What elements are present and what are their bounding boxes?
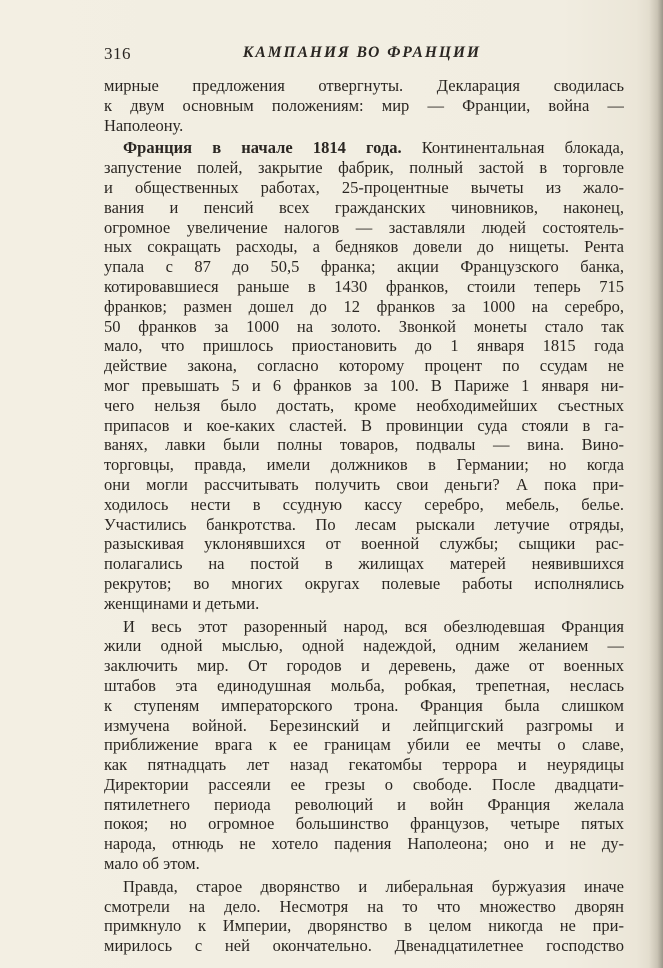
- text-line: к ступеням императорского трона. Франция была слишком: [104, 695, 624, 715]
- text-line: мог превышать 5 и 6 франков за 100. В Париже 1 января ни-: [104, 375, 624, 395]
- text-line: приближение врага к ее границам убили ее мечты о славе,: [104, 735, 624, 755]
- text-line: Наполеону.: [104, 115, 184, 135]
- text-span: Континентальная блокада,: [401, 138, 624, 158]
- text-line: ванях, лавки были полны товаров, подвалы — вина. Вино-: [104, 435, 624, 455]
- text-line: они могли рассчитывать получить свои деньги? А пока при-: [104, 474, 624, 494]
- text-line: И весь этот разоренный народ, вся обезлюдевшая Франция: [123, 616, 624, 636]
- text-line: Правда, старое дворянство и либеральная буржуазия иначе: [123, 876, 624, 896]
- text-line: заключить мир. От городов и деревень, даже от военных: [104, 656, 624, 676]
- text-line: Участились банкротства. По лесам рыскали летучие отряды,: [104, 514, 624, 534]
- text-line: примкнуло к Империи, дворянство в целом никогда не при-: [104, 916, 624, 936]
- text-line: торговцы, правда, имели должников в Германии; но когда: [104, 455, 624, 475]
- paragraph: [104, 138, 624, 613]
- paragraph: [104, 877, 624, 956]
- text-line: штабов эта единодушная мольба, робкая, трепетная, неслась: [104, 675, 624, 695]
- text-line: народа, отнюдь не хотело падения Наполеона; оно и не ду-: [104, 834, 624, 854]
- text-line: полагались на постой в жилищах матерей неявившихся: [104, 554, 624, 574]
- body-text: [104, 76, 624, 956]
- text-line: припасов и кое-каких сластей. В провинции суда стояли в га-: [104, 415, 624, 435]
- page-header: [104, 44, 620, 68]
- text-line: мало об этом.: [104, 854, 200, 874]
- text-line: огромное увеличение налогов — заставляли людей состоятель-: [104, 217, 624, 237]
- text-line: чего нельзя было достать, кроме необходимейших съестных: [104, 395, 624, 415]
- text-line: мирные предложения отвергнуты. Декларация сводилась: [104, 76, 624, 95]
- text-line: ходилось нести в ссудную кассу серебро, мебель, белье.: [104, 494, 624, 514]
- text-line: упала с 87 до 50,5 франка; акции Французского банка,: [104, 257, 624, 277]
- text-line: мало, что пришлось приостановить до 1 января 1815 года: [104, 336, 624, 356]
- text-line: [104, 138, 624, 158]
- text-line: вания и пенсий всех гражданских чиновников, наконец,: [104, 197, 624, 217]
- text-line: как пятнадцать лет назад гекатомбы террора и неурядицы: [104, 755, 624, 775]
- text-line: покоя; но огромное большинство французов, четыре пятых: [104, 814, 624, 834]
- page-number: 316: [104, 44, 131, 63]
- text-line: пятилетнего периода революций и войн Франция желала: [104, 794, 624, 814]
- text-line: котировавшиеся раньше в 1430 франков, стоили теперь 715: [104, 276, 624, 296]
- text-line: и общественных работах, 25-процентные вычеты из жало-: [104, 177, 624, 197]
- text-line: мирилось с ней окончательно. Двенадцатилетнее господство: [104, 936, 624, 956]
- text-line: запустение полей, закрытие фабрик, полный застой в торговле: [104, 158, 624, 178]
- paragraph: [104, 617, 624, 874]
- text-line: рекрутов; во многих округах полевые работы исполнялись: [104, 573, 624, 593]
- running-head: КАМПАНИЯ ВО ФРАНЦИИ: [242, 44, 482, 61]
- text-line: смотрели на дело. Несмотря на то что множество дворян: [104, 896, 624, 916]
- text-line: франков; размен дошел до 12 франков за 1000 на серебро,: [104, 296, 624, 316]
- paragraph: [104, 76, 624, 135]
- spine-shadow: [649, 0, 663, 968]
- text-line: 50 франков за 1000 на золото. Звонкой монеты стало так: [104, 316, 624, 336]
- text-line: разыскивая уклонявшихся от военной службы; сыщики рас-: [104, 534, 624, 554]
- text-line: жили одной мыслью, одной надеждой, одним желанием —: [104, 636, 624, 656]
- text-line: ных сокращать расходы, а бедняков довели до нищеты. Рента: [104, 237, 624, 257]
- section-lead: Франция в начале 1814 года.: [123, 138, 402, 158]
- text-line: Директории рассеяли ее грезы о свободе. После двадцати-: [104, 774, 624, 794]
- text-line: женщинами и детьми.: [104, 593, 260, 613]
- text-line: действие закона, согласно которому процент по ссудам не: [104, 356, 624, 376]
- text-line: к двум основным положениям: мир — Франции, война —: [104, 95, 624, 115]
- text-line: измучена войной. Березинский и лейпцигский разгромы и: [104, 715, 624, 735]
